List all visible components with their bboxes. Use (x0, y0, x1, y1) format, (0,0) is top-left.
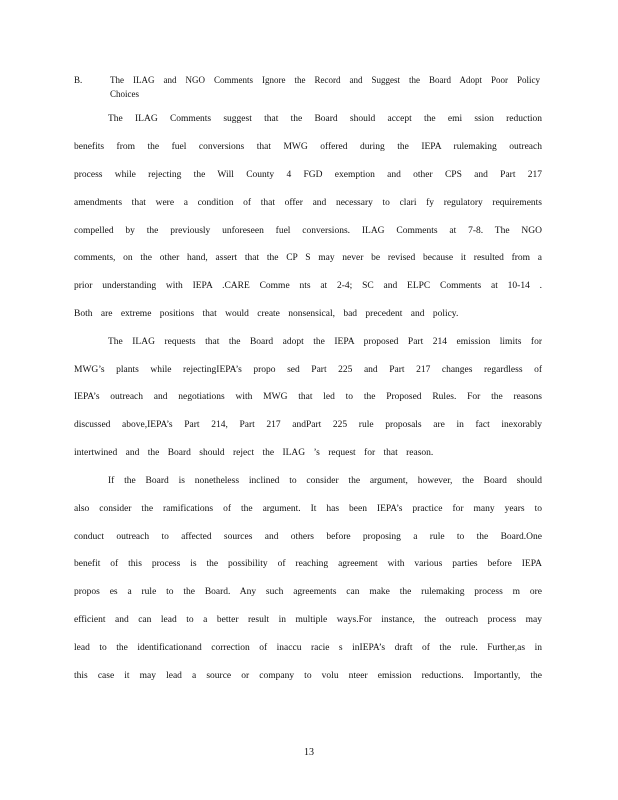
paragraph-1-line-1: The ILAG Comments suggest that the Board should accept the emi ssion reduction (108, 114, 542, 124)
paragraph-2-line-1: The ILAG requests that the Board adopt the IEPA proposed Part 214 emission limits for (108, 337, 542, 347)
paragraph-3-line-2: also consider the ramifications of the argument. It has been IEPA’s practice for many years to (74, 504, 542, 514)
paragraph-2-line-4: discussed above,IEPA’s Part 214, Part 217 andPart 225 rule proposals are in fact inexorably (74, 420, 542, 430)
paragraph-3-line-3: conduct outreach to affected sources and others before proposing a rule to the Board.One (74, 532, 542, 542)
paragraph-3-line-7: lead to the identificationand correction of inaccu racie s inIEPA’s draft of the rule. Further,as in (74, 643, 542, 653)
paragraph-1-line-6: comments, on the other hand, assert that the CP S may never be revised because it resulted from a (74, 253, 542, 263)
paragraph-3-line-6: efficient and can lead to a better result in multiple ways.For instance, the outreach process may (74, 615, 542, 625)
paragraph-1-line-3: process while rejecting the Will County 4 FGD exemption and other CPS and Part 217 (74, 170, 542, 180)
paragraph-3-line-8: this case it may lead a source or company to volu nteer emission reductions. Importantly, the (74, 671, 542, 681)
paragraph-3-line-4: benefit of this process is the possibility of reaching agreement with various parties before IEPA (74, 559, 542, 569)
paragraph-1-line-7: prior understanding with IEPA .CARE Comme nts at 2-4; SC and ELPC Comments at 10-14 . (74, 281, 542, 291)
paragraph-2-line-2: MWG’s plants while rejectingIEPA’s propo sed Part 225 and Part 217 changes regardless of (74, 365, 542, 375)
section-heading-text: The ILAG and NGO Comments Ignore the Record and Suggest the Board Adopt Poor Policy Choices (110, 75, 540, 99)
paragraph-1-line-2: benefits from the fuel conversions that MWG offered during the IEPA rulemaking outreach (74, 142, 542, 152)
paragraph-2-line-3: IEPA’s outreach and negotiations with MWG that led to the Proposed Rules. For the reasons (74, 392, 542, 402)
paragraph-3-line-1: If the Board is nonetheless inclined to consider the argument, however, the Board should (108, 476, 542, 486)
paragraph-1-line-5: compelled by the previously unforeseen fuel conversions. ILAG Comments at 7-8. The NGO (74, 226, 542, 236)
page-number: 13 (304, 747, 314, 758)
paragraph-1-line-8: Both are extreme positions that would create nonsensical, bad precedent and policy. (74, 309, 459, 319)
paragraph-3-line-5: propos es a rule to the Board. Any such agreements can make the rulemaking process m ore (74, 587, 542, 597)
paragraph-2-line-5: intertwined and the Board should reject the ILAG ’s request for that reason. (74, 448, 434, 458)
section-marker: B. (74, 75, 83, 85)
paragraph-1-line-4: amendments that were a condition of that offer and necessary to clari fy regulatory requirements (74, 198, 542, 208)
